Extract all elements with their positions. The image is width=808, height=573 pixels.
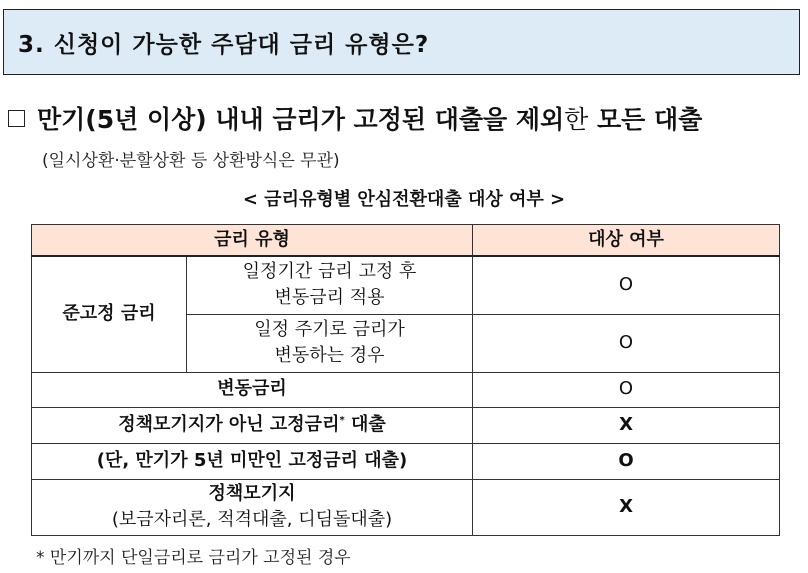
eligibility-cell: X <box>473 479 780 535</box>
item-text-normal: 한 <box>564 105 589 134</box>
rate-type-cell <box>187 256 473 314</box>
rate-type-text-end: 대출 <box>344 413 386 435</box>
item-text-bold: 만기(5년 이상) 내내 금리가 고정된 대출을 제외 <box>37 105 565 134</box>
table-title: < 금리유형별 안심전환대출 대상 여부 > <box>242 189 566 210</box>
group-label: 준고정 금리 <box>32 256 187 372</box>
rate-type-text: 정책모기지가 아닌 고정금리 <box>118 413 340 435</box>
table-row <box>32 372 780 407</box>
rate-type-line: 정책모기지 <box>208 482 296 504</box>
rate-type-line: 변동하는 경우 <box>274 345 385 366</box>
rate-type-line: 일정 주기로 금리가 <box>254 318 405 340</box>
eligibility-cell: O <box>473 256 780 314</box>
sub-note: (일시상환·분할상환 등 상환방식은 무관) <box>42 151 340 171</box>
footnote: * 만기까지 단일금리로 금리가 고정된 경우 <box>36 548 351 568</box>
rate-type-cell: 변동금리 <box>32 372 473 407</box>
rate-type-cell <box>32 407 473 443</box>
table-row <box>32 479 780 535</box>
table-row <box>32 443 780 479</box>
item-line <box>6 101 806 135</box>
rate-type-cell: (단, 만기가 5년 미만인 고정금리 대출) <box>32 443 473 479</box>
table-header-row <box>32 225 780 257</box>
rate-type-cell <box>187 314 473 372</box>
rate-type-line: 일정기간 금리 고정 후 <box>242 261 417 283</box>
rate-type-line: 변동금리 적용 <box>274 287 385 309</box>
footnote-marker: * <box>339 414 345 426</box>
table-row <box>32 407 780 443</box>
header-eligibility: 대상 여부 <box>473 225 780 257</box>
eligibility-cell: O <box>473 314 780 372</box>
checkbox-icon <box>8 110 25 127</box>
eligibility-cell: X <box>473 407 780 443</box>
table-row <box>32 256 780 314</box>
header-rate-type: 금리 유형 <box>32 225 473 257</box>
section-header <box>3 9 800 75</box>
eligibility-cell: O <box>473 443 780 479</box>
rate-type-line: (보금자리론, 적격대출, 디딤돌대출) <box>111 509 393 530</box>
item-text-bold-end: 모든 대출 <box>588 105 703 134</box>
rate-type-cell <box>32 479 473 535</box>
section-title: 3. 신청이 가능한 주담대 금리 유형은? <box>18 31 430 58</box>
eligibility-cell: O <box>473 372 780 407</box>
rate-type-table <box>31 224 779 536</box>
